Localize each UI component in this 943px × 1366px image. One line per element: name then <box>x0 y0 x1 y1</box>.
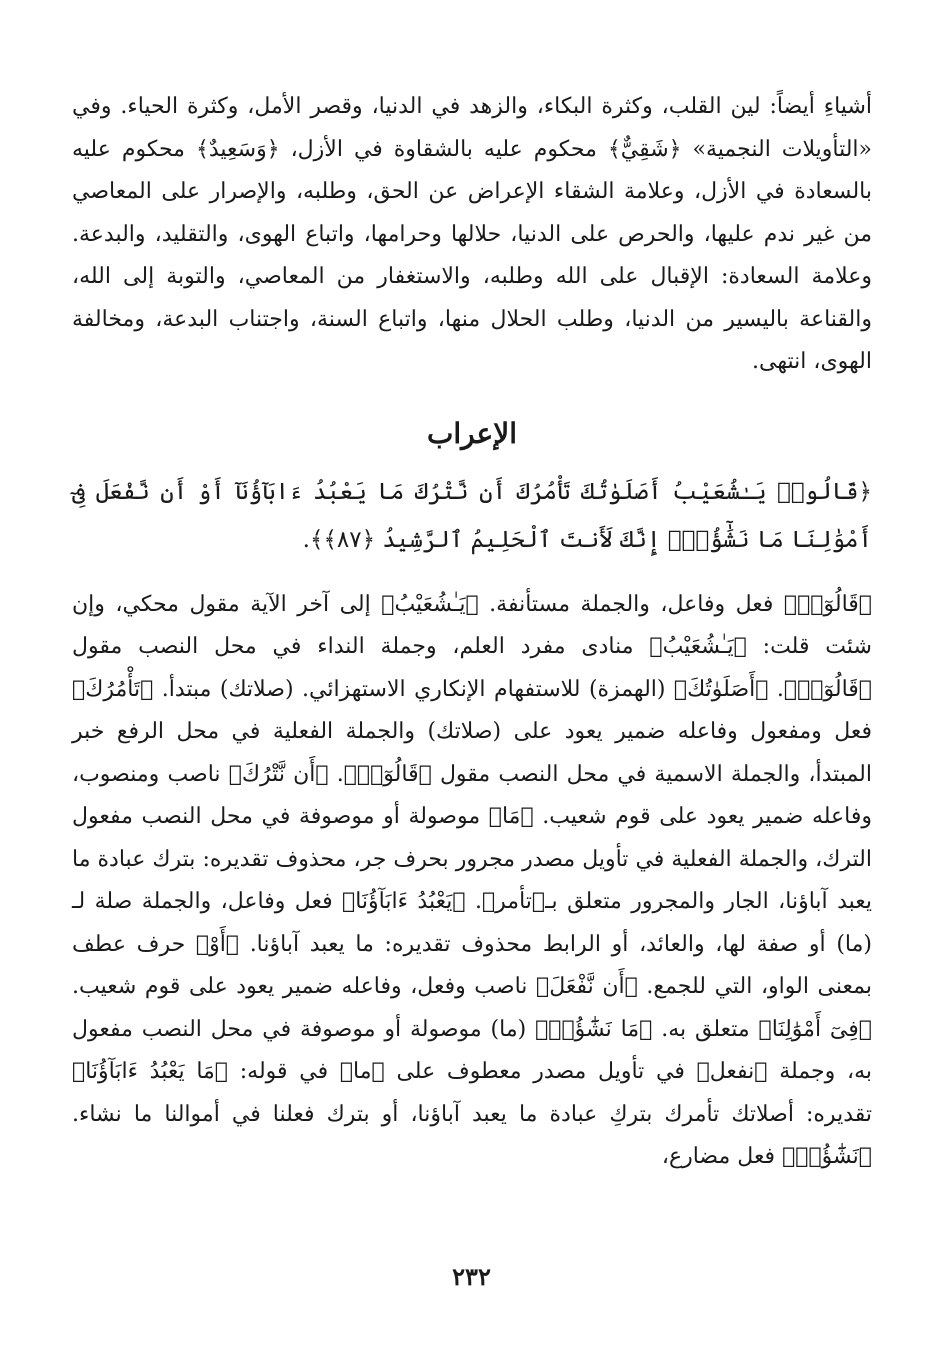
page-number: ٢٣٢ <box>452 1262 491 1291</box>
intro-paragraph: أشياءِ أيضاً: لين القلب، وكثرة البكاء، والزهد في الدنيا، وقصر الأمل، وكثرة الحياء. وفي «التأويلات النجمية» ﴿شَقِيٌّ﴾ محكوم عليه بالشقاوة في الأزل، ﴿وَسَعِيدٌ﴾ محكوم عليه بالسعادة في الأزل، وعلامة الشقاء الإعراض عن الحق، وطلبه، والإصرار على المعاصي من غير ندم عليها، والحرص على الدنيا، حلالها وحرامها، واتباع الهوى، والتقليد، والبدعة. وعلامة السعادة: الإقبال على الله وطلبه، والاستغفار من المعاصي، والتوبة إلى الله، والقناعة باليسير من الدنيا، وطلب الحلال منها، واتباع السنة، واجتناب البدعة، ومخالفة الهوى، انتهى. <box>72 94 872 374</box>
quran-verse: ﴿قَالُوا۟ يَـٰشُعَيْبُ أَصَلَوٰتُكَ تَأْمُرُكَ أَن نَّتْرُكَ مَا يَعْبُدُ ءَابَآؤُنَآ أَوْ أَن نَّفْعَلَ فِىٓ أَمْوَٰلِنَا مَا نَشَٰٓؤُا۟ۖ إِنَّكَ لَأَنتَ ٱلْحَلِيمُ ٱلرَّشِيدُ ﴿٨٧﴾﴾. <box>72 478 872 553</box>
grammar-analysis-paragraph: ﴿قَالُوٓا۟﴾ فعل وفاعل، والجملة مستأنفة. ﴿يَـٰشُعَيْبُ﴾ إلى آخر الآية مقول محكي، وإن شئت قلت: ﴿يَـٰشُعَيْبُ﴾ منادى مفرد العلم، وجملة النداء في محل النصب مقول ﴿قَالُوٓا۟﴾. ﴿أَصَلَوٰتُكَ﴾ (الهمزة) للاستفهام الإنكاري الاستهزائي. (صلاتك) مبتدأ. ﴿تَأْمُرُكَ﴾ فعل ومفعول وفاعله ضمير يعود على (صلاتك) والجملة الفعلية في محل الرفع خبر المبتدأ، والجملة الاسمية في محل النصب مقول ﴿قَالُوٓا۟﴾. ﴿أَن نَّتْرُكَ﴾ ناصب ومنصوب، وفاعله ضمير يعود على قوم شعيب. ﴿مَا﴾ موصولة أو موصوفة في محل النصب مفعول الترك، والجملة الفعلية في تأويل مصدر مجرور بحرف جر، محذوف تقديره: بترك عبادة ما يعبد آباؤنا، الجار والمجرور متعلق بـ﴿تأمر﴾. ﴿يَعْبُدُ ءَابَآؤُنَا﴾ فعل وفاعل، والجملة صلة لـ (ما) أو صفة لها، والعائد، أو الرابط محذوف تقديره: ما يعبد آباؤنا. ﴿أَوْ﴾ حرف عطف بمعنى الواو، التي للجمع. ﴿أَن نَّفْعَلَ﴾ ناصب وفعل، وفاعله ضمير يعود على قوم شعيب. ﴿فِىٓ أَمْوَٰلِنَا﴾ متعلق به. ﴿مَا نَشَٰٓؤُا۟﴾ (ما) موصولة أو موصوفة في محل النصب مفعول به، وجملة ﴿نفعل﴾ في تأويل مصدر معطوف على ﴿ما﴾ في قوله: ﴿مَا يَعْبُدُ ءَابَآؤُنَا﴾ تقديره: أصلاتك تأمرك بتركِ عبادة ما يعبد آباؤنا، أو بترك فعلنا في أموالنا ما نشاء. ﴿نَشَٰٓؤُا۟﴾ فعل مضارع، <box>72 591 872 1169</box>
section-heading: الإعراب <box>426 416 518 450</box>
page-body <box>72 86 872 1179</box>
